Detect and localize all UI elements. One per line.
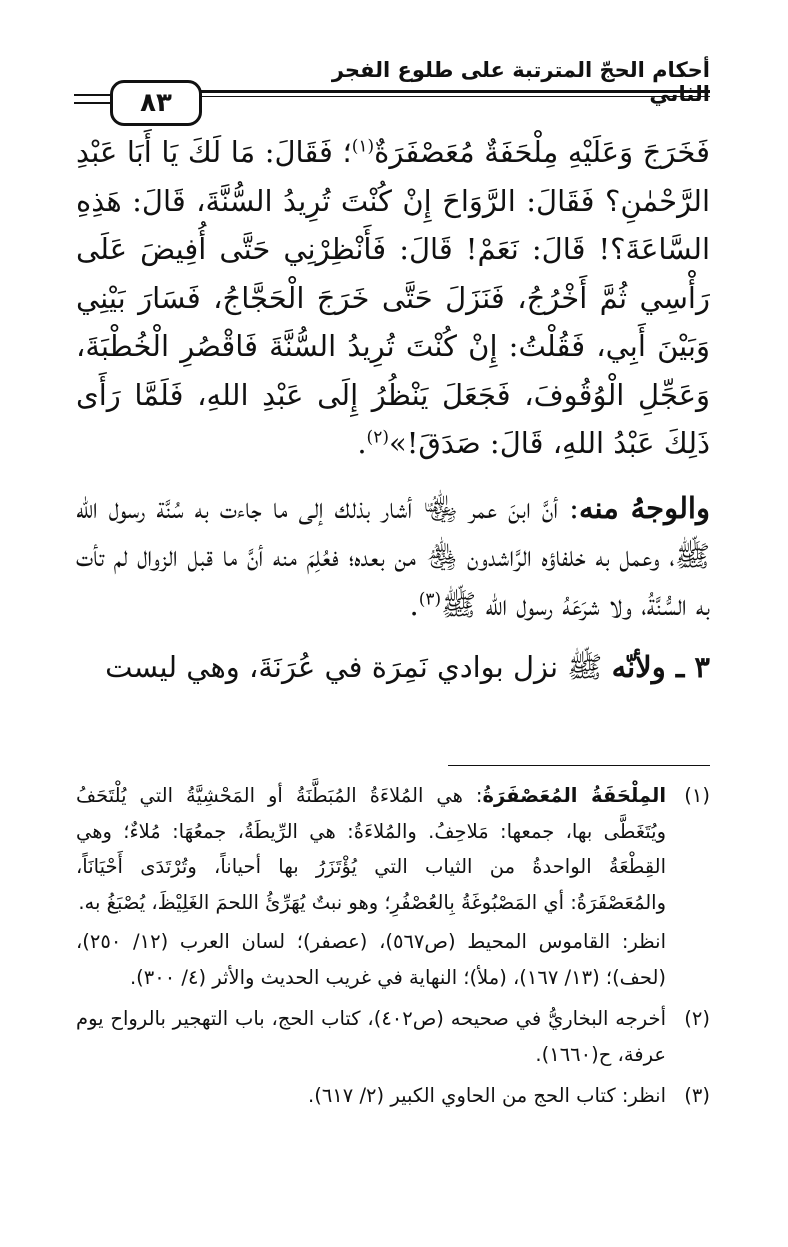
footnote-number: (١): [684, 784, 710, 807]
footnote-body: [76, 1001, 666, 1072]
footnote-separator: [448, 765, 710, 766]
point-three-paragraph: [76, 643, 710, 692]
footnote-text: : هي المُلاءَةُ المُبَطَّنَةُ أو المَحْشِيَّةُ التي يُلْتَحَفُ ويُتَغَطَّى بها، جمعها: مَلاحِفُ. والمُلاءَةُ: هي الرِّيطَةُ، جمعُهَا: مُلاءٌ؛ وهي القِطْعَةُ الواحدةُ من الثياب التي يُؤْتَزَرُ بها أحياناً، وتُرْتَدَى أَحْيَانَاً، والمُعَصْفَرَةُ: أي المَصْبُوغَةُ بِالعُصْفُرِ؛ وهو نبتٌ يُهَرِّئُ اللحمَ الغَلِيْظَ، يُصْبَغُ به.: [76, 784, 666, 914]
footnote-body: [76, 778, 666, 995]
footnote-body: [76, 1078, 666, 1114]
footnote-text: أخرجه البخاريُّ في صحيحه (ص٤٠٢)، كتاب الحج، باب التهجير بالرواح يوم عرفة، ح(١٦٦٠).: [76, 1007, 666, 1066]
paragraph-dot: .: [409, 587, 419, 622]
footnote-number: (٢): [684, 1007, 710, 1030]
main-text: [76, 128, 710, 692]
footnote-text: انظر: كتاب الحج من الحاوي الكبير (٢/ ٦١٧).: [308, 1084, 666, 1107]
footnotes: [76, 778, 710, 1120]
footnote-3: [76, 1078, 710, 1114]
point-three-lead: ٣ ـ ولأنّه: [611, 650, 710, 684]
quote-text: فَخَرَجَ وَعَلَيْهِ مِلْحَفَةٌ مُعَصْفَرَةٌ: [374, 135, 710, 169]
quote-end-dot: .: [357, 426, 367, 460]
point-three-text: ﷺ نزل بوادي نَمِرَة في عُرَنَةَ، وهي ليست: [105, 650, 612, 684]
footnote-marker-1[interactable]: (١): [351, 136, 375, 157]
footnote-2: [76, 1001, 710, 1072]
paragraph-text: : أنَّ ابنَ عمر ﵄ أشار بذلك إلى ما جاءت به سُنَّة رسول الله ﷺ، وعمل به خلفاؤه الرَّاشدون ﵃ من بعده؛ فعُلِمَ منه أنَّ ما قبل الزوال لم تأت به السُّنَّةُ، ولا شرَعَهُ رسول الله ﷺ: [76, 490, 710, 622]
footnote-term: المِلْحَفَةُ المُعَصْفَرَةُ: [482, 784, 667, 807]
page-number: ٨٣: [110, 80, 202, 126]
footnote-marker-3[interactable]: (٣): [418, 588, 442, 609]
hadith-paragraph: [76, 128, 710, 468]
footnote-number: (٣): [684, 1084, 710, 1107]
footnote-reference: انظر: القاموس المحيط (ص٥٦٧)، (عصفر)؛ لسان العرب (١٢/ ٢٥٠)، (لحف)؛ (١٣/ ١٦٧)، (ملأ)؛ النهاية في غريب الحديث والأثر (٤/ ٣٠٠).: [76, 930, 666, 989]
footnote-marker-2[interactable]: (٢): [366, 427, 389, 448]
paragraph-lead: والوجهُ منه: [578, 490, 710, 525]
quote-text-rest: ؛ فَقَالَ: مَا لَكَ يَا أَبَا عَبْدِ الرَّحْمٰنِ؟ فَقَالَ: الرَّوَاحَ إِنْ كُنْتَ تُرِيدُ السُّنَّةَ، قَالَ: هَذِهِ السَّاعَةَ؟! قَالَ: نَعَمْ! قَالَ: فَأَنْظِرْنِي حَتَّى أُفِيضَ عَلَى رَأْسِي ثُمَّ أَخْرُجُ، فَنَزَلَ حَتَّى خَرَجَ الْحَجَّاجُ، فَسَارَ بَيْنِي وَبَيْنَ أَبِي، فَقُلْتُ: إِنْ كُنْتَ تُرِيدُ السُّنَّةَ فَاقْصُرِ الْخُطْبَةَ، وَعَجِّلِ الْوُقُوفَ، فَجَعَلَ يَنْظُرُ إِلَى عَبْدِ اللهِ، فَلَمَّا رَأَى ذَلِكَ عَبْدُ اللهِ، قَالَ: صَدَقَ!»: [76, 135, 710, 460]
footnote-1: [76, 778, 710, 995]
explanation-paragraph: [76, 484, 710, 630]
header-rule: [200, 90, 710, 97]
page-number-ornament: [74, 94, 110, 110]
running-title: أحكام الحجّ المترتبة على طلوع الفجر الثاني: [331, 58, 710, 106]
